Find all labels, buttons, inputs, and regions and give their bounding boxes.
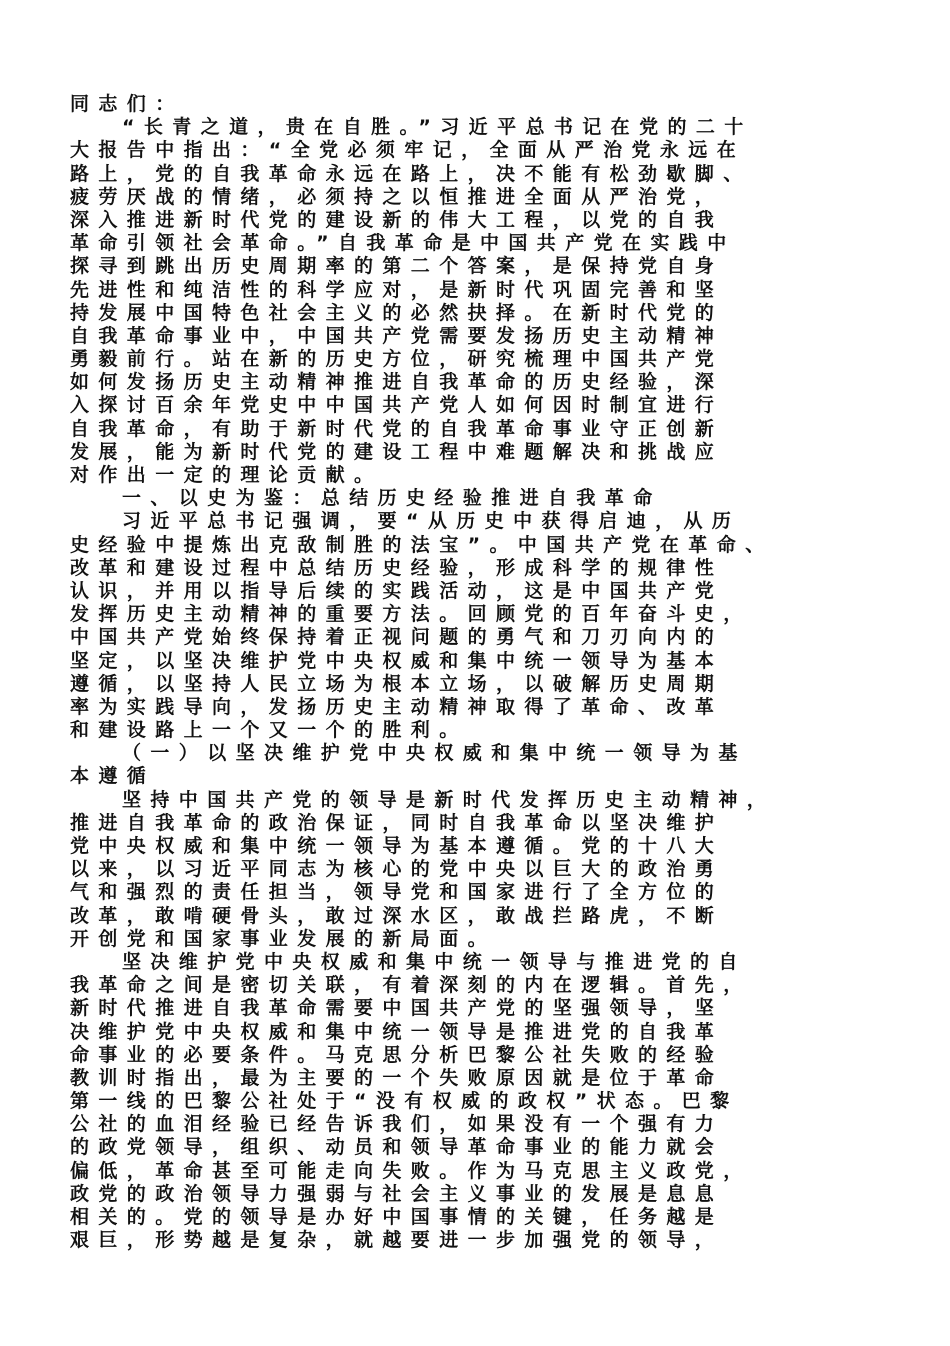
text-line: 本遵循 bbox=[70, 765, 156, 788]
text-line: 改革，敢啃硬骨头，敢过深水区，敢战拦路虎，不断 bbox=[70, 904, 724, 927]
text-line: 一、以史为鉴：总结历史经验推进自我革命 bbox=[122, 487, 662, 510]
text-line: 遵循，以坚持人民立场为根本立场，以破解历史周期 bbox=[70, 672, 724, 695]
text-line: 公社的血泪经验已经告诉我们，如果没有一个强有力 bbox=[70, 1113, 724, 1136]
text-line: 新时代推进自我革命需要中国共产党的坚强领导，坚 bbox=[70, 997, 724, 1020]
text-line: 相关的。党的领导是办好中国事情的关键，任务越是 bbox=[70, 1206, 724, 1228]
text-line: 坚定，以坚决维护党中央权威和集中统一领导为基本 bbox=[70, 649, 724, 672]
text-line: 自我革命事业中，中国共产党需要发扬历史主动精神 bbox=[70, 324, 724, 347]
text-line: 坚决维护党中央权威和集中统一领导与推进党的自 bbox=[122, 950, 747, 973]
text-line: 气和强烈的责任担当，领导党和国家进行了全方位的 bbox=[70, 881, 724, 904]
text-line: 认识，并用以指导后续的实践活动，这是中国共产党 bbox=[70, 579, 724, 602]
text-line: 革命引领社会革命。”自我革命是中国共产党在实践中 bbox=[70, 232, 736, 255]
text-line: 大报告中指出：“全党必须牢记，全面从严治党永远在 bbox=[70, 139, 746, 162]
text-line: 发挥历史主动精神的重要方法。回顾党的百年奋斗史， bbox=[70, 603, 752, 626]
text-line: 推进自我革命的政治保证，同时自我革命以坚决维护 bbox=[70, 811, 724, 834]
text-line: 勇毅前行。站在新的历史方位，研究梳理中国共产党 bbox=[70, 348, 724, 371]
text-line: 持发展中国特色社会主义的必然抉择。在新时代党的 bbox=[70, 301, 724, 324]
text-line: 发展，能为新时代党的建设工程中难题解决和挑战应 bbox=[70, 440, 724, 463]
text-line: 决维护党中央权威和集中统一领导是推进党的自我革 bbox=[70, 1020, 724, 1043]
text-line: 疲劳厌战的情绪，必须持之以恒推进全面从严治党， bbox=[70, 185, 724, 208]
text-line: 对作出一定的理论贡献。 bbox=[70, 464, 383, 486]
text-line: 入探讨百余年党史中中国共产党人如何因时制宜进行 bbox=[70, 394, 724, 417]
document-body bbox=[70, 93, 870, 1252]
text-line: 如何发扬历史主动精神推进自我革命的历史经验，深 bbox=[70, 371, 724, 394]
text-line: 和建设路上一个又一个的胜利。 bbox=[70, 719, 468, 742]
text-line: 深入推进新时代党的建设新的伟大工程，以党的自我 bbox=[70, 208, 724, 231]
text-line: 改革和建设过程中总结历史经验，形成科学的规律性 bbox=[70, 556, 724, 579]
text-line: 自我革命，有助于新时代党的自我革命事业守正创新 bbox=[70, 417, 724, 440]
text-line: 同志们： bbox=[70, 93, 184, 115]
text-line: 中国共产党始终保持着正视问题的勇气和刀刃向内的 bbox=[70, 626, 724, 649]
text-line: 探寻到跳出历史周期率的第二个答案，是保持党自身 bbox=[70, 255, 724, 278]
text-line: 我革命之间是密切关联，有着深刻的内在逻辑。首先， bbox=[70, 974, 752, 997]
text-line: 党中央权威和集中统一领导为基本遵循。党的十八大 bbox=[70, 835, 724, 857]
text-line: 开创党和国家事业发展的新局面。 bbox=[70, 927, 497, 950]
text-line: 习近平总书记强调，要“从历史中获得启迪，从历 bbox=[122, 510, 741, 533]
text-line: 坚持中国共产党的领导是新时代发挥历史主动精神， bbox=[122, 788, 776, 811]
text-line: 政党的政治领导力强弱与社会主义事业的发展是息息 bbox=[70, 1182, 724, 1205]
text-line: 先进性和纯洁性的科学应对，是新时代巩固完善和坚 bbox=[70, 278, 724, 301]
text-line: 第一线的巴黎公社处于“没有权威的政权”状态。巴黎 bbox=[70, 1090, 739, 1113]
text-line: 以来，以习近平同志为核心的党中央以巨大的政治勇 bbox=[70, 858, 724, 881]
text-line: 路上，党的自我革命永远在路上，决不能有松劲歇脚、 bbox=[70, 162, 752, 185]
text-line: 命事业的必要条件。马克思分析巴黎公社失败的经验 bbox=[70, 1043, 724, 1066]
text-line: 的政党领导，组织、动员和领导革命事业的能力就会 bbox=[70, 1136, 724, 1159]
text-line: 史经验中提炼出克敌制胜的法宝”。中国共产党在革命、 bbox=[70, 533, 774, 556]
text-line: （一）以坚决维护党中央权威和集中统一领导为基 bbox=[122, 742, 747, 765]
text-line: 率为实践导向，发扬历史主动精神取得了革命、改革 bbox=[70, 695, 724, 718]
text-line: 教训时指出，最为主要的一个失败原因就是位于革命 bbox=[70, 1066, 724, 1089]
text-line: “长青之道，贵在自胜。”习近平总书记在党的二十 bbox=[122, 116, 753, 139]
text-line: 偏低，革命甚至可能走向失败。作为马克思主义政党， bbox=[70, 1159, 752, 1182]
text-line: 艰巨，形势越是复杂，就越要进一步加强党的领导， bbox=[70, 1229, 724, 1252]
